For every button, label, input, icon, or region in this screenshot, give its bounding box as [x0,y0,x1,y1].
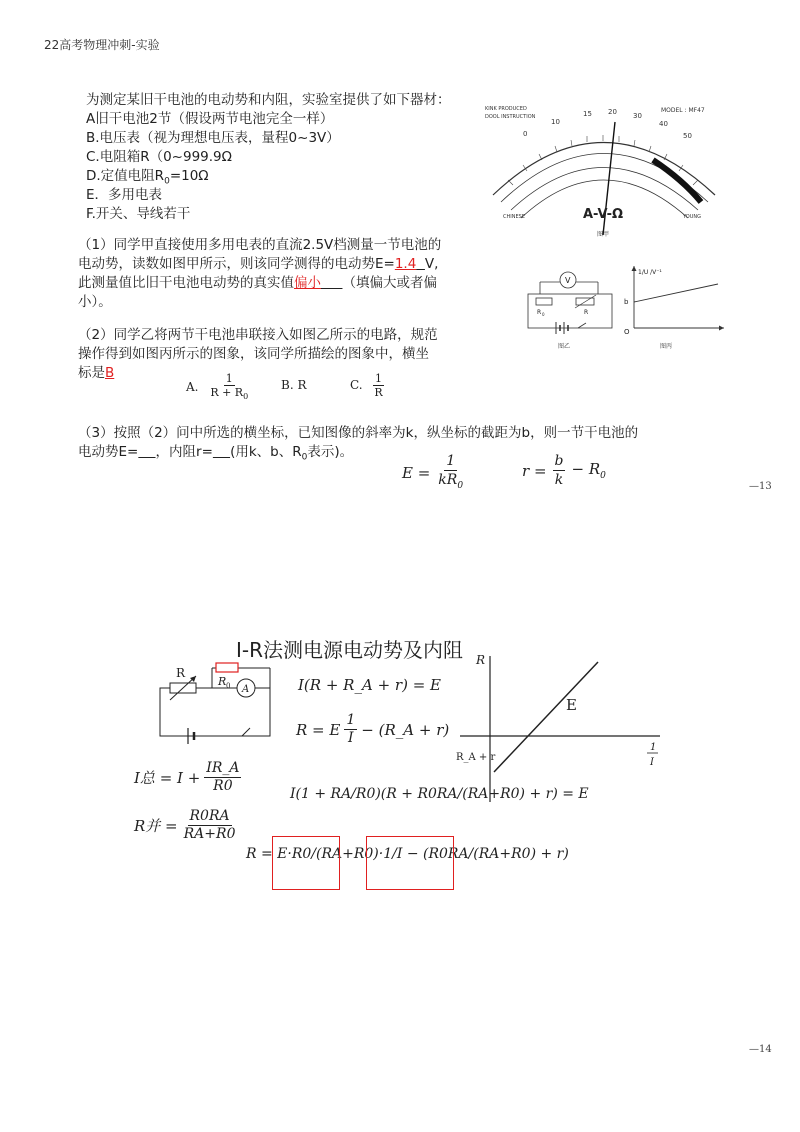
meter-scale-3: 20 [608,108,617,116]
graph-c-origin: O [624,328,630,336]
meter-bottom-right: YOUNG [683,214,701,220]
svg-text:0: 0 [226,682,231,690]
multimeter-dial-figure [483,100,723,240]
q1-line3: 此测量值比旧干电池电动势的真实值偏小 （填偏大或者偏 [78,275,437,291]
graph-c-ylabel: 1/U /V⁻¹ [638,269,662,276]
item-a: A旧干电池2节（假设两节电池完全一样） [86,111,334,127]
meter-scale-6: 50 [683,132,692,140]
svg-text:R: R [537,309,542,316]
graph-c-line [634,284,718,302]
circuit-b-figure [520,262,620,352]
q2-line3: 标是B [78,365,115,381]
q1-line1: （1）同学甲直接使用多用电表的直流2.5V档测量一节电池的 [78,237,442,253]
item-d: D.定值电阻$R_0=10\Omega$ [86,168,209,187]
svg-text:图乙: 图乙 [558,343,571,350]
page-header: 22高考物理冲刺-实验 [44,38,160,52]
item-b: B.电压表（视为理想电压表，量程0~3V） [86,130,340,146]
meter-caption: 图甲 [597,231,610,238]
slide-graph-line-label: E [566,696,577,714]
svg-text:R: R [218,675,227,688]
choice-b: B. R [281,378,307,392]
slide-r0-resistor [216,663,238,672]
choice-a: A. $\frac{1}{R + R_0}$ [186,372,249,402]
answer-emf-formula: E = $\frac{1}{kR_0}$ [402,453,464,491]
slide-title: I-R法测电源电动势及内阻 [236,638,464,662]
r0-resistor [536,298,552,305]
meter-scale-2: 15 [583,110,592,118]
meter-brand-left2: DOOL INSTRUCTION [485,114,536,120]
svg-text:R: R [584,309,589,316]
q1-line4: 小）。 [78,294,112,310]
page-number-13: —13 [749,481,772,492]
slide-graph-xlabel-num: 1 [650,742,657,753]
meter-scale-5: 40 [659,120,668,128]
page-number-14: —14 [749,1044,772,1055]
slide-graph-line [494,662,598,772]
q3-line2: 电动势E= ，内阻r= (用k、b、$R_0$表示)。 [78,444,354,463]
q2-line2: 操作得到如图丙所示的图象，该同学所描绘的图象中，横坐 [78,346,429,362]
eq-r-linear: R = E $\frac{1}{I}$ − (R_A + r) [296,712,450,746]
slide-graph-intercept-label: R_A + r [456,752,496,763]
svg-text:R: R [176,666,186,680]
meter-scale-1: 10 [551,118,560,126]
meter-scale-4: 30 [633,112,642,120]
graph-c-figure [618,262,728,352]
eq-r-parallel: R并 = $\frac{R0RA}{RA+R0}$ [134,808,236,842]
highlight-box-slope [272,836,340,890]
graph-c-intercept: b [624,298,629,306]
eq-expanded: I(1 + RA/R0)(R + R0RA/(RA+R0) + r) = E [290,786,589,802]
meter-mid-label: A-V-Ω [583,207,624,222]
item-f: F.开关、导线若干 [86,206,191,222]
slide-circuit [150,660,280,750]
item-e: E．多用电表 [86,187,163,203]
graph-c-caption: 图丙 [660,343,673,350]
eq-closed-circuit: I(R + R_A + r) = E [298,676,441,694]
q2-answer: B [105,365,115,381]
q1-answer-compare: 偏小 [294,275,321,291]
item-c: C.电阻箱R（0~999.9Ω [86,149,232,165]
meter-scale-0: 0 [523,130,528,138]
choice-c: C. $\frac{1}{R}$ [350,372,383,399]
slide-graph [450,648,670,808]
svg-text:A: A [242,684,250,695]
q3-line1: （3）按照（2）问中所选的横坐标，已知图像的斜率为k，纵坐标的截距为b，则一节干电池的 [78,425,639,441]
slide-graph-ylabel: R [476,653,486,667]
problem-intro: 为测定某旧干电池的电动势和内阻，实验室提供了如下器材： [86,92,451,108]
meter-bottom-left: CHINESE [503,214,525,220]
eq-i-total: I总 = I + $\frac{IR\_A}{R0}$ [134,760,240,794]
answer-r-formula: r = $\frac{b}{k}$ − $R_0$ [522,453,606,488]
highlight-box-intercept [366,836,454,890]
slide-graph-xlabel-den: I [650,757,654,768]
meter-model: MODEL : MF47 [661,107,705,114]
q1-line2: 电动势，读数如图甲所示，则该同学测得的电动势E=1.4 V, [78,256,439,272]
svg-text:0: 0 [542,312,545,317]
meter-brand-left: KINK PRODUCED [485,106,527,112]
q2-line1: （2）同学乙将两节干电池串联接入如图乙所示的电路，规范 [78,327,438,343]
q1-answer-value: 1.4 [394,256,417,272]
svg-text:V: V [565,276,571,285]
eq-final-boxed: R = E·R0/(RA+R0)·1/I − (R0RA/(RA+R0) + r) [246,846,569,862]
